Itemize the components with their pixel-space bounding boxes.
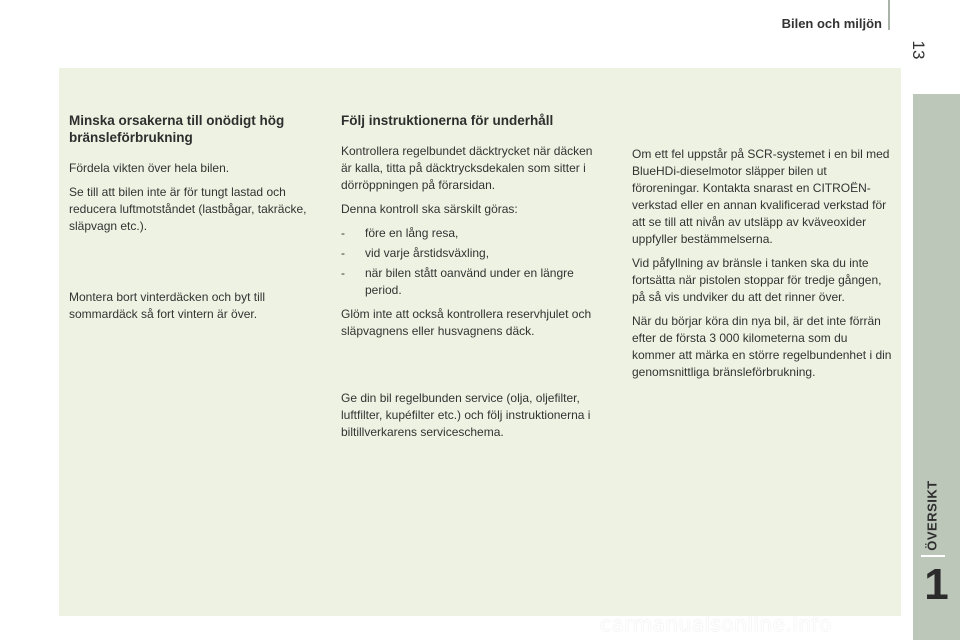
side-tab-label [922,475,942,555]
middle-list-intro: Denna kontroll ska särskilt göras: [341,202,518,216]
header-divider [888,0,890,30]
chapter-side-tab [913,94,960,640]
middle-column [341,112,599,448]
left-paragraph-2: Se till att bilen inte är för tungt lastad och reducera luftmotståndet (lastbågar, takräcke, släpvagn etc.). [69,185,307,233]
side-tab-divider [921,555,945,557]
bullet-dash: - [341,226,345,240]
left-paragraph-1: Fördela vikten över hela bilen. [69,161,230,175]
right-column [632,146,894,388]
right-paragraph-1: Om ett fel uppstår på SCR-systemet i en bil med BlueHDi-dieselmotor släpper bilen ut föroreningar. Kontakta snarast en CITROËN-verkstad eller en annan kvalificerad verkstad för att se till att nivån av utsläpp av kväveoxider uppfyller bestämmelserna. [632,147,890,246]
list-item-text: när bilen stått oanvänd under en längre period. [365,266,574,297]
middle-intro: Kontrollera regelbundet däcktrycket när däcken är kalla, titta på däcktrycksdekalen som sitter i dörröppningen på förarsidan. [341,144,593,192]
left-column [69,112,314,330]
left-paragraph-3: Montera bort vinterdäcken och byt till sommardäck så fort vintern är över. [69,290,266,321]
middle-heading: Följ instruktionerna för underhåll [341,113,554,128]
bullet-dash: - [341,246,345,260]
left-heading: Minska orsakerna till onödigt hög bränsleförbrukning [69,113,285,145]
right-paragraph-3: När du börjar köra din nya bil, är det inte förrän efter de första 3 000 kilometerna som du kommer att märka en större regelbundenhet i din genomsnittliga bränsleförbrukning. [632,314,892,379]
list-item-text: före en lång resa, [365,226,459,240]
middle-after-list: Glöm inte att också kontrollera reservhjulet och släpvagnens eller husvagnens däck. [341,307,592,338]
chapter-number: 1 [924,560,949,609]
list-item-text: vid varje årstidsväxling, [365,246,490,260]
check-list [341,225,599,299]
right-paragraph-2: Vid påfyllning av bränsle i tanken ska du inte fortsätta när pistolen stoppar för tredje gången, på så vis undviker du att det rinner över. [632,256,882,304]
middle-service: Ge din bil regelbunden service (olja, oljefilter, luftfilter, kupéfilter etc.) och följ instruktionerna i biltillverkarens serviceschema. [341,391,591,439]
list-item [341,265,599,299]
list-item [341,245,599,262]
list-item [341,225,599,242]
page-number: 13 [909,40,928,60]
side-tab-label-text: ÖVERSIKT [924,479,940,551]
content-panel [59,68,901,616]
bullet-dash: - [341,266,345,280]
watermark: carmanualsonline.info [600,612,832,636]
section-title: Bilen och miljön [781,16,882,31]
